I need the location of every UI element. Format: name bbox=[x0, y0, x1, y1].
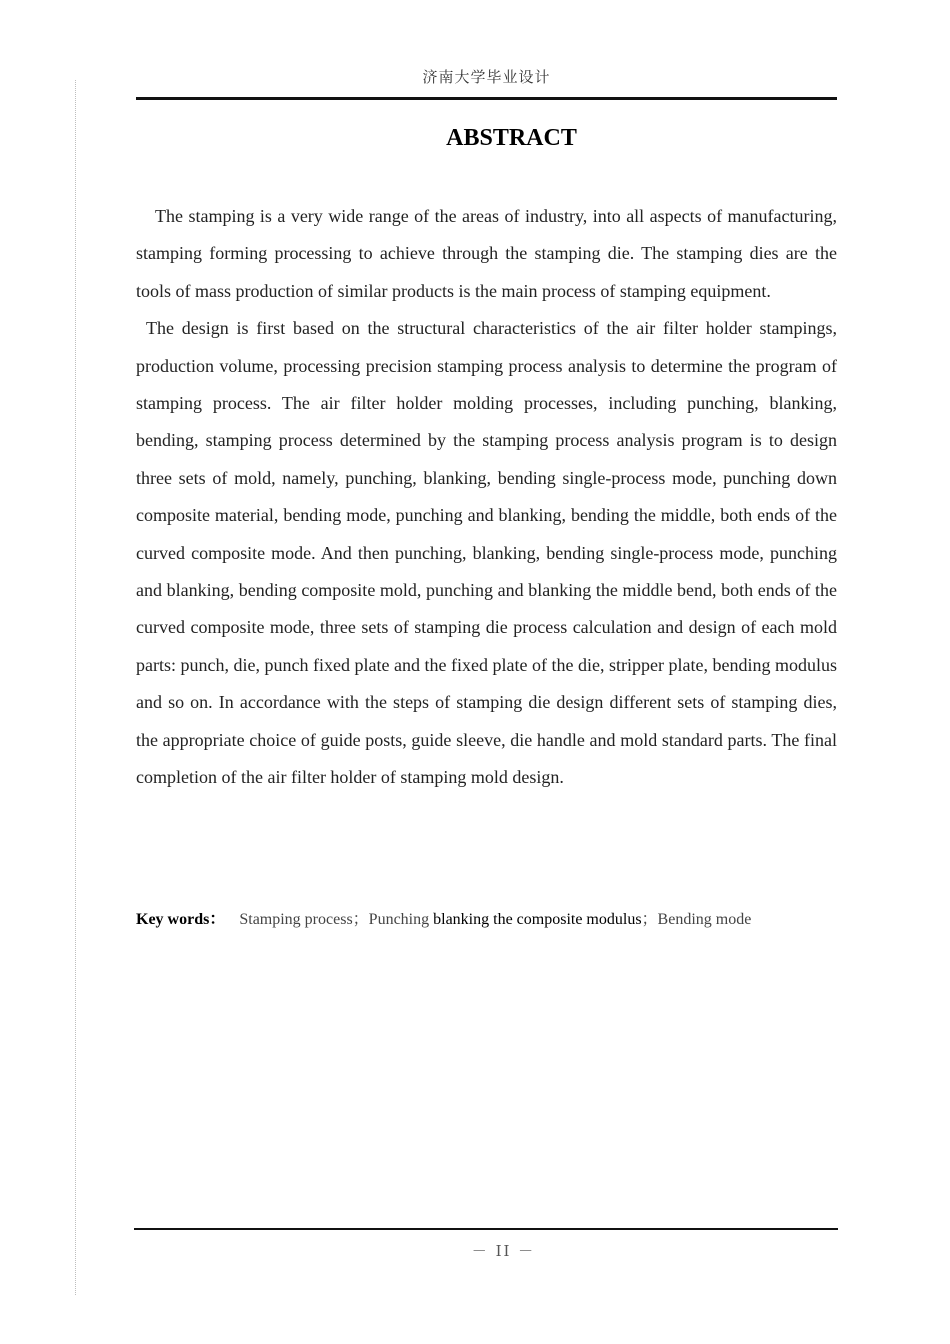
keyword-1: Stamping process；Punching bbox=[239, 911, 434, 928]
header-rule bbox=[136, 97, 837, 100]
abstract-title: ABSTRACT bbox=[446, 125, 577, 151]
abstract-paragraph-1: The stamping is a very wide range of the areas of industry, into all aspects of manufacturing, stamping forming processing to achieve through the stamping die. The stamping dies are the tools of mass production of similar products is the main process of stamping equipment. bbox=[136, 206, 837, 301]
running-header: 济南大学毕业设计 bbox=[422, 68, 551, 86]
keywords-label: Key words： bbox=[136, 911, 226, 928]
keyword-2: blanking the composite modulus bbox=[433, 911, 642, 928]
keywords-line bbox=[136, 906, 837, 929]
page-number: － II － bbox=[471, 1242, 536, 1260]
binding-margin-line bbox=[75, 80, 76, 1295]
abstract-paragraph-2: The design is first based on the structural characteristics of the air filter holder stampings, production volume, processing precision stamping process analysis to determine the program of stamping process. The air filter holder molding processes, including punching, blanking, bending, stamping process determined by the stamping process analysis program is to design three sets of mold, namely, punching, blanking, bending single-process mode, punching down composite material, bending mode, punching and blanking, bending the middle, both ends of the curved composite mode. And then punching, blanking, bending single-process mode, punching and blanking, bending composite mold, punching and blanking the middle bend, both ends of the curved composite mode, three sets of stamping die process calculation and design of each mold parts: punch, die, punch fixed plate and the fixed plate of the die, stripper plate, bending modulus and so on. In accordance with the steps of stamping die design different sets of stamping dies, the appropriate choice of guide posts, guide sleeve, die handle and mold standard parts. The final completion of the air filter holder of stamping mold design. bbox=[136, 318, 837, 788]
keyword-3: ；Bending mode bbox=[641, 911, 752, 928]
abstract-body bbox=[136, 198, 837, 797]
footer-rule bbox=[134, 1228, 838, 1230]
